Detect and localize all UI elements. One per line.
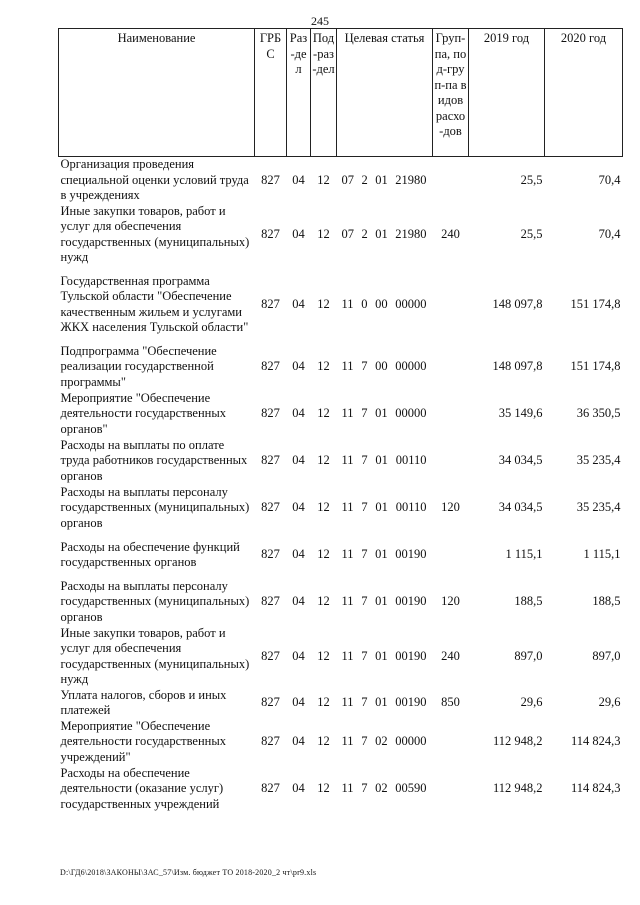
table-row <box>59 438 623 485</box>
row-name: Иные закупки товаров, работ и услуг для обеспечения государственных (муниципальных) нужд <box>60 203 250 264</box>
target-part-cs4: 00000 <box>395 734 427 749</box>
target-part-cs1: 11 <box>341 406 354 421</box>
target-part-cs4: 00190 <box>395 695 427 710</box>
header-group: Груп-па, под-груп-па видов расхо-дов <box>433 29 469 157</box>
target-part-cs4: 00110 <box>395 500 427 515</box>
row-target-article <box>337 688 433 719</box>
row-name: Государственная программа Тульской области "Обеспечение качественным жильем и услугами ЖКХ населения Тульской области" <box>60 273 249 334</box>
row-2020: 114 824,3 <box>570 734 621 749</box>
table-row <box>59 532 623 579</box>
row-expense-group <box>433 344 469 391</box>
row-2020: 70,4 <box>598 226 621 241</box>
row-2019: 897,0 <box>514 648 543 663</box>
row-razdel: 04 <box>292 453 305 468</box>
row-expense-group: 240 <box>441 226 460 241</box>
table-body <box>59 157 623 813</box>
row-grbs: 827 <box>261 500 280 515</box>
row-grbs: 827 <box>261 594 280 609</box>
table-row <box>59 344 623 391</box>
row-2019: 25,5 <box>520 172 543 187</box>
row-target-article <box>337 579 433 626</box>
row-podrazdel: 12 <box>317 594 330 609</box>
target-part-cs1: 11 <box>341 695 354 710</box>
target-part-cs4: 00190 <box>395 594 427 609</box>
row-2020: 151 174,8 <box>570 359 621 374</box>
row-expense-group: 120 <box>441 594 460 609</box>
target-part-cs2: 7 <box>361 406 368 421</box>
target-part-cs1: 11 <box>341 500 354 515</box>
row-razdel: 04 <box>292 594 305 609</box>
row-2019: 148 097,8 <box>492 359 543 374</box>
target-part-cs4: 00190 <box>395 648 427 663</box>
row-expense-group <box>433 266 469 344</box>
target-part-cs1: 07 <box>341 172 354 187</box>
row-podrazdel: 12 <box>317 226 330 241</box>
row-2020: 35 235,4 <box>576 453 621 468</box>
target-part-cs3: 01 <box>375 695 388 710</box>
header-2020: 2020 год <box>545 29 623 157</box>
row-name: Мероприятие "Обеспечение деятельности государственных учреждений" <box>60 718 226 764</box>
row-podrazdel: 12 <box>317 453 330 468</box>
row-2019: 35 149,6 <box>498 406 543 421</box>
row-2019: 112 948,2 <box>492 781 543 796</box>
target-part-cs2: 7 <box>361 781 368 796</box>
row-expense-group <box>433 157 469 204</box>
row-grbs: 827 <box>261 695 280 710</box>
target-part-cs4: 00000 <box>395 406 427 421</box>
row-grbs: 827 <box>261 359 280 374</box>
target-part-cs3: 01 <box>375 547 388 562</box>
row-2020: 29,6 <box>598 695 621 710</box>
row-razdel: 04 <box>292 500 305 515</box>
row-2019: 112 948,2 <box>492 734 543 749</box>
target-part-cs2: 7 <box>361 594 368 609</box>
target-part-cs1: 11 <box>341 594 354 609</box>
row-expense-group <box>433 719 469 766</box>
target-part-cs1: 11 <box>341 453 354 468</box>
row-target-article <box>337 719 433 766</box>
row-name: Расходы на выплаты персоналу государственных (муниципальных) органов <box>60 578 250 624</box>
row-2019: 188,5 <box>514 594 543 609</box>
row-razdel: 04 <box>292 296 305 311</box>
row-expense-group <box>433 438 469 485</box>
header-razdel: Раз-дел <box>287 29 311 157</box>
target-part-cs3: 01 <box>375 172 388 187</box>
target-part-cs1: 11 <box>341 648 354 663</box>
row-2019: 29,6 <box>520 695 543 710</box>
target-part-cs3: 01 <box>375 594 388 609</box>
target-part-cs2: 7 <box>361 734 368 749</box>
row-expense-group: 240 <box>441 648 460 663</box>
target-part-cs3: 01 <box>375 453 388 468</box>
target-part-cs3: 01 <box>375 406 388 421</box>
row-grbs: 827 <box>261 734 280 749</box>
row-target-article <box>337 438 433 485</box>
target-part-cs1: 07 <box>341 226 354 241</box>
row-expense-group <box>433 532 469 579</box>
target-part-cs1: 11 <box>341 359 354 374</box>
target-part-cs3: 01 <box>375 648 388 663</box>
row-podrazdel: 12 <box>317 359 330 374</box>
row-2020: 897,0 <box>592 648 621 663</box>
row-podrazdel: 12 <box>317 296 330 311</box>
row-2020: 70,4 <box>598 172 621 187</box>
target-part-cs4: 21980 <box>395 226 427 241</box>
row-expense-group <box>433 766 469 813</box>
target-part-cs4: 00590 <box>395 781 427 796</box>
row-name: Расходы на обеспечение деятельности (оказание услуг) государственных учреждений <box>60 765 224 811</box>
row-podrazdel: 12 <box>317 547 330 562</box>
row-grbs: 827 <box>261 172 280 187</box>
target-part-cs3: 00 <box>375 359 388 374</box>
header-grbs: ГРБ С <box>255 29 287 157</box>
row-name: Расходы на обеспечение функций государственных органов <box>60 539 240 569</box>
target-part-cs2: 2 <box>361 172 368 187</box>
row-razdel: 04 <box>292 781 305 796</box>
budget-table <box>58 28 623 813</box>
row-target-article <box>337 204 433 266</box>
row-target-article <box>337 157 433 204</box>
row-name: Организация проведения специальной оценки условий труда в учреждениях <box>60 157 249 202</box>
row-name: Расходы на выплаты по оплате труда работников государственных органов <box>60 437 248 483</box>
row-razdel: 04 <box>292 547 305 562</box>
row-2020: 35 235,4 <box>576 500 621 515</box>
row-podrazdel: 12 <box>317 172 330 187</box>
target-part-cs2: 7 <box>361 695 368 710</box>
header-name: Наименование <box>59 29 255 157</box>
row-podrazdel: 12 <box>317 406 330 421</box>
row-razdel: 04 <box>292 695 305 710</box>
row-podrazdel: 12 <box>317 648 330 663</box>
target-part-cs1: 11 <box>341 734 354 749</box>
target-part-cs1: 11 <box>341 781 354 796</box>
target-part-cs2: 7 <box>361 648 368 663</box>
row-target-article <box>337 391 433 438</box>
target-part-cs3: 01 <box>375 500 388 515</box>
header-target: Целевая статья <box>337 29 433 157</box>
table-row <box>59 579 623 626</box>
target-part-cs3: 01 <box>375 226 388 241</box>
target-part-cs2: 0 <box>361 296 368 311</box>
target-part-cs2: 7 <box>361 547 368 562</box>
target-part-cs2: 7 <box>361 500 368 515</box>
row-expense-group: 850 <box>441 695 460 710</box>
row-name: Уплата налогов, сборов и иных платежей <box>60 687 227 717</box>
target-part-cs4: 00000 <box>395 296 427 311</box>
file-path-footer: D:\ГД6\2018\ЗАКОНЫ\ЗАС_57\Изм. бюджет ТО 2018-2020_2 чт\pr9.xls <box>60 868 317 877</box>
target-part-cs2: 7 <box>361 359 368 374</box>
target-part-cs4: 00000 <box>395 359 427 374</box>
table-row <box>59 719 623 766</box>
target-part-cs3: 00 <box>375 296 388 311</box>
row-2020: 114 824,3 <box>570 781 621 796</box>
row-razdel: 04 <box>292 406 305 421</box>
target-part-cs4: 21980 <box>395 172 427 187</box>
row-grbs: 827 <box>261 453 280 468</box>
row-grbs: 827 <box>261 406 280 421</box>
row-2019: 1 115,1 <box>505 547 543 562</box>
row-razdel: 04 <box>292 359 305 374</box>
table-header-row <box>59 29 623 157</box>
row-2019: 25,5 <box>520 226 543 241</box>
header-podrazdel: Под-раз-дел <box>311 29 337 157</box>
row-grbs: 827 <box>261 296 280 311</box>
header-2019: 2019 год <box>469 29 545 157</box>
target-part-cs4: 00190 <box>395 547 427 562</box>
row-grbs: 827 <box>261 781 280 796</box>
target-part-cs4: 00110 <box>395 453 427 468</box>
row-expense-group: 120 <box>441 500 460 515</box>
row-name: Иные закупки товаров, работ и услуг для обеспечения государственных (муниципальных) нужд <box>60 625 250 686</box>
row-target-article <box>337 266 433 344</box>
row-2020: 151 174,8 <box>570 296 621 311</box>
row-name: Мероприятие "Обеспечение деятельности государственных органов" <box>60 390 226 436</box>
row-razdel: 04 <box>292 734 305 749</box>
row-2020: 188,5 <box>592 594 621 609</box>
row-expense-group <box>433 391 469 438</box>
row-razdel: 04 <box>292 226 305 241</box>
table-row <box>59 485 623 532</box>
row-razdel: 04 <box>292 172 305 187</box>
row-target-article <box>337 532 433 579</box>
row-grbs: 827 <box>261 226 280 241</box>
row-grbs: 827 <box>261 648 280 663</box>
row-name: Расходы на выплаты персоналу государственных (муниципальных) органов <box>60 484 250 530</box>
row-2019: 34 034,5 <box>498 453 543 468</box>
target-part-cs3: 02 <box>375 734 388 749</box>
row-podrazdel: 12 <box>317 734 330 749</box>
table-row <box>59 766 623 813</box>
row-grbs: 827 <box>261 547 280 562</box>
row-podrazdel: 12 <box>317 500 330 515</box>
row-target-article <box>337 485 433 532</box>
row-name: Подпрограмма "Обеспечение реализации государственной программы" <box>60 343 217 389</box>
row-podrazdel: 12 <box>317 695 330 710</box>
target-part-cs1: 11 <box>341 296 354 311</box>
target-part-cs1: 11 <box>341 547 354 562</box>
table-row <box>59 266 623 344</box>
target-part-cs2: 2 <box>361 226 368 241</box>
target-part-cs3: 02 <box>375 781 388 796</box>
row-2019: 148 097,8 <box>492 296 543 311</box>
table-row <box>59 626 623 688</box>
row-target-article <box>337 344 433 391</box>
target-part-cs2: 7 <box>361 453 368 468</box>
row-2020: 1 115,1 <box>583 547 621 562</box>
row-razdel: 04 <box>292 648 305 663</box>
row-target-article <box>337 766 433 813</box>
row-target-article <box>337 626 433 688</box>
row-2019: 34 034,5 <box>498 500 543 515</box>
page-number: 245 <box>311 14 329 28</box>
table-row <box>59 157 623 204</box>
table-row <box>59 391 623 438</box>
table-row <box>59 688 623 719</box>
row-podrazdel: 12 <box>317 781 330 796</box>
table-row <box>59 204 623 266</box>
row-2020: 36 350,5 <box>576 406 621 421</box>
